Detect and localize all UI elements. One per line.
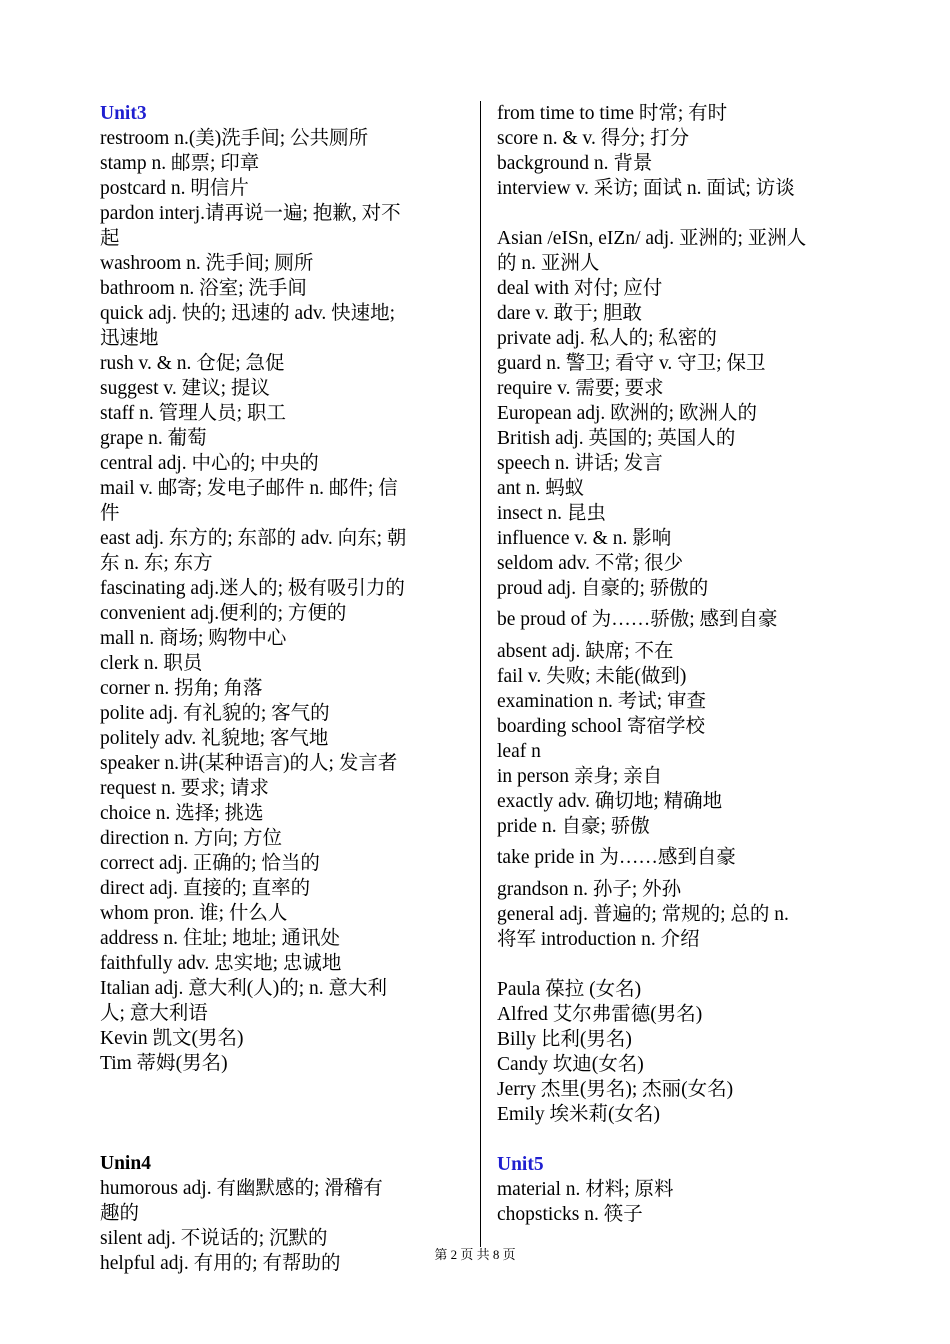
vocab-line: convenient adj.便利的; 方便的 — [100, 603, 347, 624]
vocab-line: speech n. 讲话; 发言 — [497, 453, 663, 474]
vocab-line: British adj. 英国的; 英国人的 — [497, 428, 736, 449]
vocab-line: chopsticks n. 筷子 — [497, 1204, 643, 1225]
vocab-line: ant n. 蚂蚁 — [497, 478, 585, 499]
vocab-line: 趣的 — [100, 1203, 140, 1224]
vocab-line: require v. 需要; 要求 — [497, 378, 664, 399]
vocab-line: Asian /eISn, eIZn/ adj. 亚洲的; 亚洲人 — [497, 228, 807, 249]
vocab-line: score n. & v. 得分; 打分 — [497, 128, 690, 149]
vocab-line: proud adj. 自豪的; 骄傲的 — [497, 578, 709, 599]
blank-line — [497, 201, 867, 226]
vocab-line: 东 n. 东; 东方 — [100, 553, 213, 574]
vocab-line: washroom n. 洗手间; 厕所 — [100, 253, 314, 274]
vocab-line: 人; 意大利语 — [100, 1003, 208, 1024]
vocab-line: Kevin 凯文(男名) — [100, 1028, 244, 1049]
vocab-line: Italian adj. 意大利(人)的; n. 意大利 — [100, 978, 388, 999]
vocab-line: 将军 introduction n. 介绍 — [497, 929, 700, 950]
vocab-line: stamp n. 邮票; 印章 — [100, 153, 260, 174]
vocab-line: deal with 对付; 应付 — [497, 278, 663, 299]
vocab-line: guard n. 警卫; 看守 v. 守卫; 保卫 — [497, 353, 766, 374]
blank-line — [497, 1127, 867, 1152]
vocab-line: silent adj. 不说话的; 沉默的 — [100, 1228, 328, 1249]
vocab-line: restroom n.(美)洗手间; 公共厕所 — [100, 128, 369, 149]
blank-line — [100, 1126, 466, 1151]
vocab-line: dare v. 敢于; 胆敢 — [497, 303, 642, 324]
vocab-line: rush v. & n. 仓促; 急促 — [100, 353, 285, 374]
vocab-line: boarding school 寄宿学校 — [497, 716, 705, 737]
vocab-line: general adj. 普遍的; 常规的; 总的 n. — [497, 904, 789, 925]
vocab-line: examination n. 考试; 审查 — [497, 691, 707, 712]
vocab-line: exactly adv. 确切地; 精确地 — [497, 791, 723, 812]
vocab-line: request n. 要求; 请求 — [100, 778, 269, 799]
vocab-line: central adj. 中心的; 中央的 — [100, 453, 319, 474]
vocab-line: polite adj. 有礼貌的; 客气的 — [100, 703, 330, 724]
vocab-line: seldom adv. 不常; 很少 — [497, 553, 684, 574]
vocab-line: 迅速地 — [100, 328, 159, 349]
vocab-line: grandson n. 孙子; 外孙 — [497, 879, 682, 900]
vocab-line: mail v. 邮寄; 发电子邮件 n. 邮件; 信 — [100, 478, 398, 499]
vocab-line: 件 — [100, 503, 120, 524]
blank-line — [100, 1076, 466, 1101]
vocab-line: fail v. 失败; 未能(做到) — [497, 666, 687, 687]
vocab-line: helpful adj. 有用的; 有帮助的 — [100, 1253, 341, 1274]
vocab-line: influence v. & n. 影响 — [497, 528, 672, 549]
vocab-line: speaker n.讲(某种语言)的人; 发言者 — [100, 753, 398, 774]
vocab-line: quick adj. 快的; 迅速的 adv. 快速地; — [100, 303, 395, 324]
vocab-line: 的 n. 亚洲人 — [497, 253, 600, 274]
vocab-phrase-line: take pride in 为……感到自豪 — [497, 847, 736, 868]
vocab-line: grape n. 葡萄 — [100, 428, 207, 449]
vocab-line: postcard n. 明信片 — [100, 178, 249, 199]
unit-heading: Unit5 — [497, 1154, 544, 1175]
vocab-line: correct adj. 正确的; 恰当的 — [100, 853, 320, 874]
blank-line — [497, 952, 867, 977]
blank-line — [100, 1101, 466, 1126]
vocab-line: in person 亲身; 亲自 — [497, 766, 663, 787]
vocab-line: bathroom n. 浴室; 洗手间 — [100, 278, 307, 299]
vocab-line: clerk n. 职员 — [100, 653, 203, 674]
vocab-line: fascinating adj.迷人的; 极有吸引力的 — [100, 578, 405, 599]
vocab-line: background n. 背景 — [497, 153, 653, 174]
vocab-line: whom pron. 谁; 什么人 — [100, 903, 288, 924]
vocab-line: private adj. 私人的; 私密的 — [497, 328, 717, 349]
vocab-line: east adj. 东方的; 东部的 adv. 向东; 朝 — [100, 528, 407, 549]
vocab-line: politely adv. 礼貌地; 客气地 — [100, 728, 329, 749]
column-divider — [480, 101, 481, 1247]
right-column — [497, 101, 867, 1227]
vocab-line: Paula 葆拉 (女名) — [497, 979, 642, 1000]
vocab-line: address n. 住址; 地址; 通讯处 — [100, 928, 340, 949]
vocab-line: corner n. 拐角; 角落 — [100, 678, 263, 699]
vocab-line: staff n. 管理人员; 职工 — [100, 403, 286, 424]
vocab-line: direct adj. 直接的; 直率的 — [100, 878, 311, 899]
unit-heading: Unit3 — [100, 103, 147, 124]
vocab-line: pride n. 自豪; 骄傲 — [497, 816, 650, 837]
vocab-line: Emily 埃米莉(女名) — [497, 1104, 661, 1125]
page-footer: 第 2 页 共 8 页 — [434, 1247, 516, 1262]
vocab-line: Candy 坎迪(女名) — [497, 1054, 644, 1075]
vocab-line: insect n. 昆虫 — [497, 503, 606, 524]
vocab-line: Billy 比利(男名) — [497, 1029, 632, 1050]
vocab-line: leaf n — [497, 741, 541, 762]
vocab-line: humorous adj. 有幽默感的; 滑稽有 — [100, 1178, 383, 1199]
vocab-line: European adj. 欧洲的; 欧洲人的 — [497, 403, 757, 424]
vocab-line: mall n. 商场; 购物中心 — [100, 628, 287, 649]
vocab-line: Alfred 艾尔弗雷德(男名) — [497, 1004, 703, 1025]
vocab-line: suggest v. 建议; 提议 — [100, 378, 270, 399]
vocab-line: choice n. 选择; 挑选 — [100, 803, 264, 824]
vocab-line: from time to time 时常; 有时 — [497, 103, 728, 124]
unit-heading: Unin4 — [100, 1153, 151, 1174]
vocab-line: 起 — [100, 228, 120, 249]
vocab-line: Tim 蒂姆(男名) — [100, 1053, 228, 1074]
vocab-line: interview v. 采访; 面试 n. 面试; 访谈 — [497, 178, 795, 199]
left-column — [100, 101, 466, 1276]
vocab-line: pardon interj.请再说一遍; 抱歉, 对不 — [100, 203, 401, 224]
vocab-phrase-line: be proud of 为……骄傲; 感到自豪 — [497, 609, 778, 630]
vocab-line: direction n. 方向; 方位 — [100, 828, 282, 849]
vocab-line: faithfully adv. 忠实地; 忠诚地 — [100, 953, 342, 974]
vocab-line: absent adj. 缺席; 不在 — [497, 641, 674, 662]
vocab-line: material n. 材料; 原料 — [497, 1179, 674, 1200]
vocab-line: Jerry 杰里(男名); 杰丽(女名) — [497, 1079, 734, 1100]
